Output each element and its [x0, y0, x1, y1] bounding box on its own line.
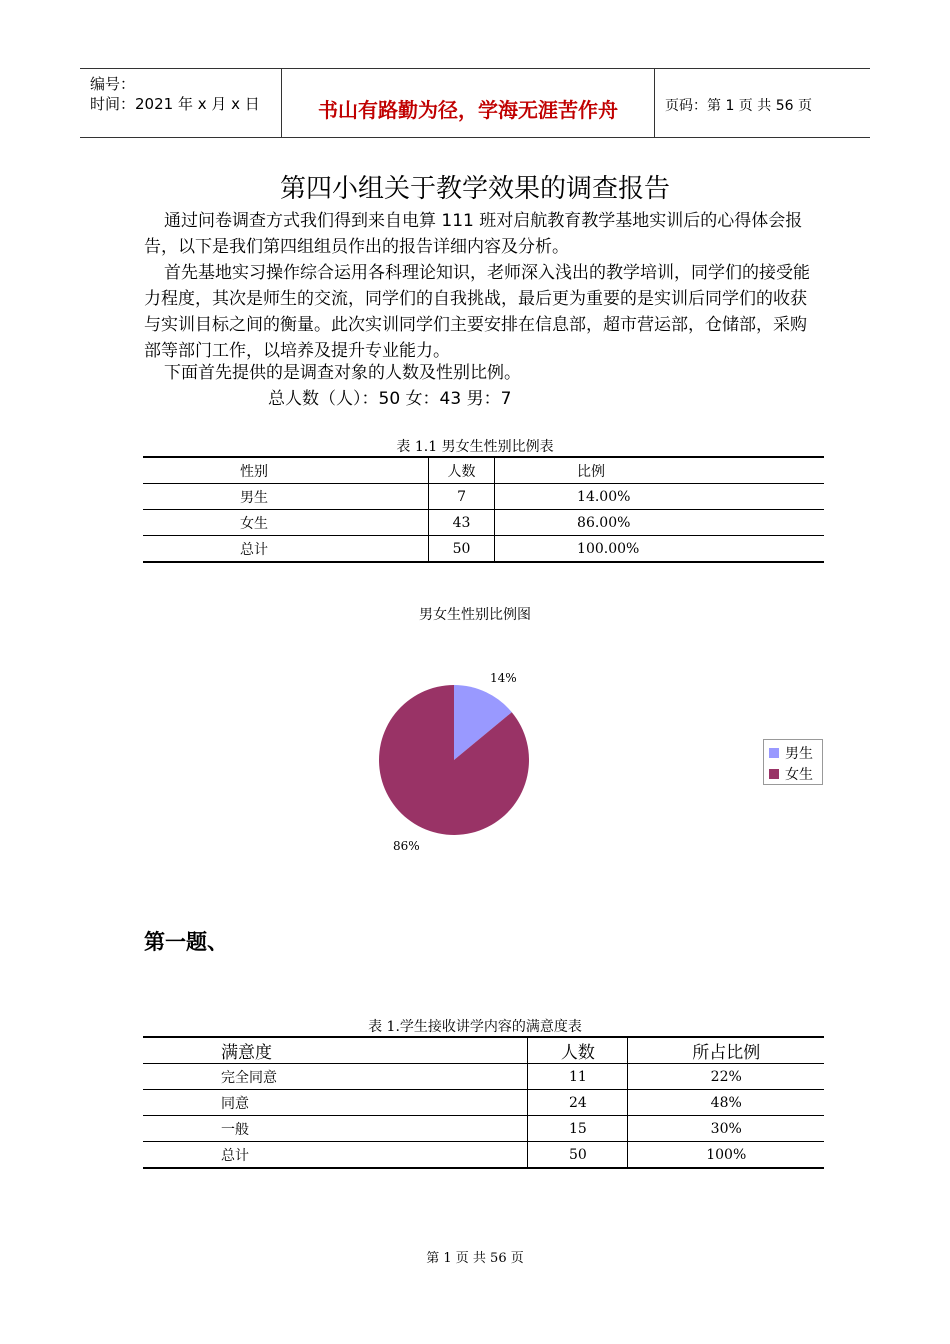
- gender-ratio-table: [143, 456, 824, 563]
- page-footer: 第 1 页 共 56 页: [426, 1251, 524, 1266]
- chart-title: 男女生性别比例图: [419, 607, 531, 623]
- table-header-row: [143, 457, 824, 484]
- table-cell: 同意: [143, 1090, 528, 1116]
- table-cell: 43: [429, 510, 495, 536]
- table-cell: 22%: [628, 1064, 824, 1090]
- legend-label: 女生: [785, 767, 813, 783]
- table-header-cell: 人数: [429, 457, 495, 484]
- satisfaction-table: [143, 1036, 824, 1169]
- number-label: 编号：: [90, 75, 136, 93]
- table-row: [143, 484, 824, 510]
- report-title: 第四小组关于教学效果的调查报告: [279, 174, 670, 204]
- chart-legend: [763, 739, 823, 785]
- table-row: [143, 1064, 824, 1090]
- table-row: [143, 510, 824, 536]
- table-cell: 完全同意: [143, 1064, 528, 1090]
- table2-caption: 表 1.学生接收讲学内容的满意度表: [368, 1019, 582, 1035]
- header-motto-cell: [282, 69, 655, 137]
- pie-data-label: 86%: [393, 839, 420, 853]
- table-row: [143, 536, 824, 563]
- table-cell: 50: [429, 536, 495, 563]
- legend-label: 男生: [785, 746, 813, 762]
- table-row: [143, 1090, 824, 1116]
- table-cell: 14.00%: [495, 484, 824, 510]
- table-header-cell: 性别: [143, 457, 429, 484]
- header-meta-cell: [80, 69, 282, 137]
- time-label: 时间：2021 年 x 月 x 日: [90, 95, 260, 113]
- legend-swatch: [769, 769, 779, 779]
- table-cell: 30%: [628, 1116, 824, 1142]
- legend-item: [769, 743, 813, 763]
- table-cell: 女生: [143, 510, 429, 536]
- table-cell: 24: [528, 1090, 628, 1116]
- table-cell: 86.00%: [495, 510, 824, 536]
- page-info: 页码：第 1 页 共 56 页: [665, 98, 812, 114]
- table-cell: 48%: [628, 1090, 824, 1116]
- legend-swatch: [769, 748, 779, 758]
- header-page-cell: [655, 69, 870, 137]
- table-cell: 100%: [628, 1142, 824, 1169]
- table-cell: 11: [528, 1064, 628, 1090]
- pie-data-label: 14%: [490, 671, 517, 685]
- table-row: [143, 1116, 824, 1142]
- table-cell: 男生: [143, 484, 429, 510]
- paragraph-content: 首先基地实习操作综合运用各科理论知识，老师深入浅出的教学培训，同学们的接受能力程度，其次是师生的交流，同学们的自我挑战，最后更为重要的是实训后同学们的收获与实训目标之间的衡量。此次实训同学们主要安排在信息部，超市营运部，仓储部，采购部等部门工作，以培养及提升专业能力。: [144, 263, 810, 361]
- legend-item: [769, 764, 813, 784]
- table-row: [143, 1142, 824, 1169]
- motto: 书山有路勤为径，学海无涯苦作舟: [318, 98, 618, 122]
- table-cell: 15: [528, 1116, 628, 1142]
- table-header-cell: 满意度: [143, 1037, 528, 1064]
- table1-caption: 表 1.1 男女生性别比例表: [396, 439, 554, 455]
- table-header-row: [143, 1037, 824, 1064]
- paragraph-lead: 下面首先提供的是调查对象的人数及性别比例。: [164, 363, 521, 383]
- page-header: [80, 68, 870, 138]
- table-cell: 总计: [143, 1142, 528, 1169]
- gender-pie-chart: [360, 660, 550, 850]
- table-header-cell: 所占比例: [628, 1037, 824, 1064]
- paragraph-totals: 总人数（人）：50 女：43 男：7: [268, 389, 512, 409]
- section-title: 第一题、: [144, 930, 228, 954]
- table-header-cell: 人数: [528, 1037, 628, 1064]
- table-cell: 一般: [143, 1116, 528, 1142]
- paragraph-intro: 通过问卷调查方式我们得到来自电算 111 班对启航教育教学基地实训后的心得体会报告，以下是我们第四组组员作出的报告详细内容及分析。: [144, 211, 803, 257]
- table-cell: 总计: [143, 536, 429, 563]
- table-cell: 50: [528, 1142, 628, 1169]
- table-cell: 7: [429, 484, 495, 510]
- table-cell: 100.00%: [495, 536, 824, 563]
- table-header-cell: 比例: [495, 457, 824, 484]
